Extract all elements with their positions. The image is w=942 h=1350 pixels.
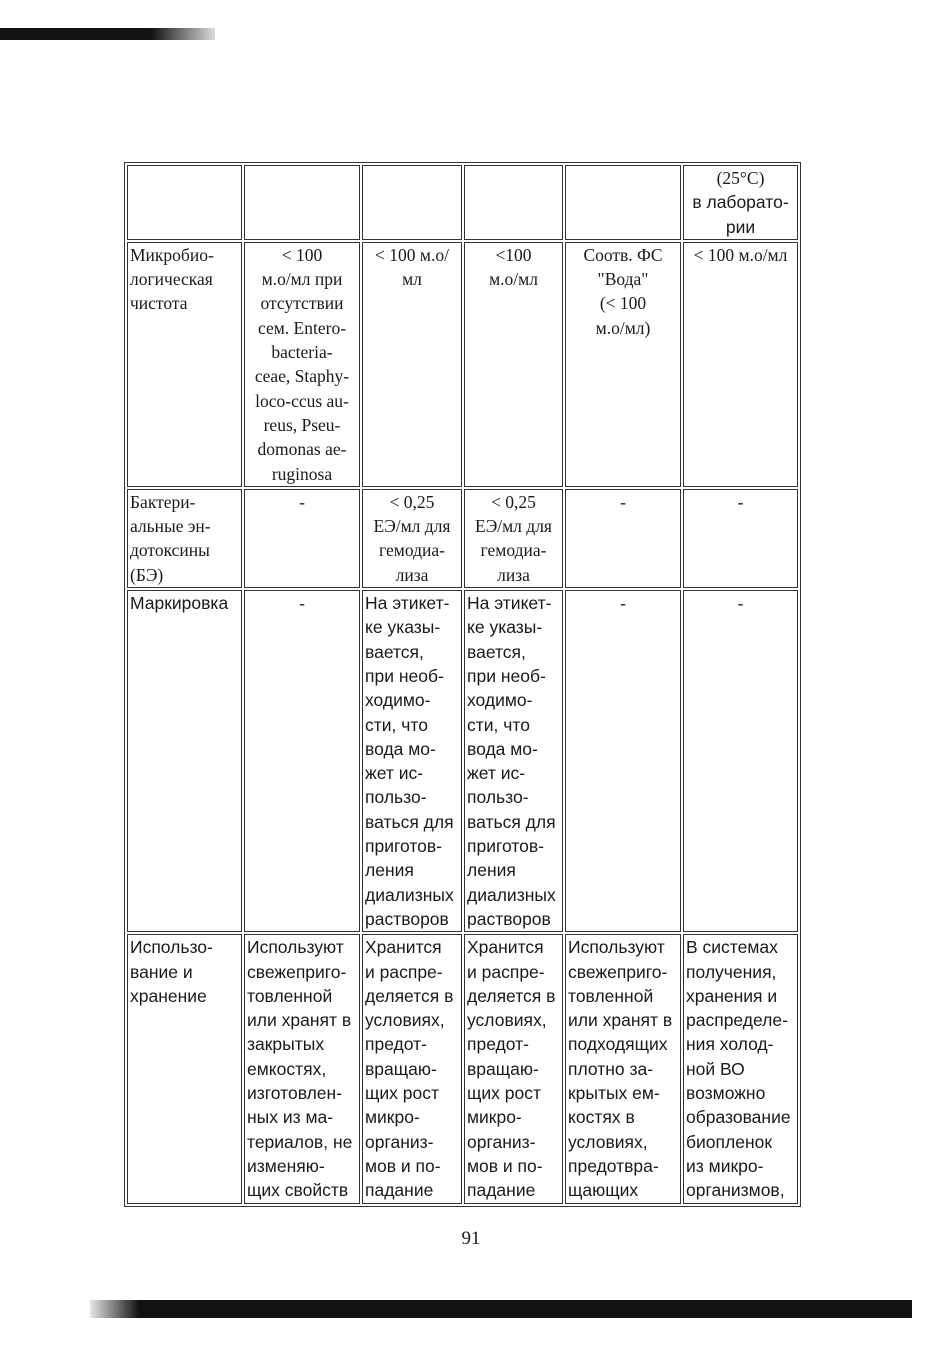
cell-line: костях в bbox=[568, 1107, 635, 1128]
cell-line: деляется в bbox=[467, 985, 556, 1006]
cell-line: крытых ем- bbox=[568, 1082, 660, 1103]
cell-line: падание bbox=[467, 1180, 536, 1201]
cell-line: - bbox=[620, 593, 626, 614]
table-row-labeling bbox=[127, 590, 798, 932]
cell-line: (БЭ) bbox=[130, 564, 164, 585]
cell-line: ке указы- bbox=[467, 617, 543, 638]
cell-header-c3 bbox=[362, 165, 462, 240]
cell-line: дотоксины bbox=[130, 540, 210, 561]
cell-line: < 0,25 bbox=[491, 491, 536, 512]
cell-c5 bbox=[565, 590, 681, 932]
cell-c5 bbox=[565, 242, 681, 487]
cell-line: "Вода" bbox=[597, 269, 649, 290]
cell-line: ния холод- bbox=[686, 1034, 774, 1055]
cell-line: и распре- bbox=[467, 961, 545, 982]
cell-c6 bbox=[683, 489, 798, 588]
cell-c4 bbox=[464, 242, 563, 487]
cell-line: товленной bbox=[568, 985, 654, 1006]
water-requirements-table bbox=[124, 162, 801, 1207]
cell-line: ЕЭ/мл для bbox=[373, 516, 451, 537]
cell-line: териалов, не bbox=[247, 1131, 353, 1152]
cell-line: На этикет- bbox=[365, 593, 450, 614]
cell-line: диализных bbox=[467, 884, 556, 905]
cell-header-c6 bbox=[683, 165, 798, 240]
cell-c2 bbox=[244, 590, 360, 932]
cell-line: loco-ccus au- bbox=[255, 390, 349, 411]
table-row-microbiological-purity bbox=[127, 242, 798, 487]
cell-c3 bbox=[362, 489, 462, 588]
cell-line: лиза bbox=[497, 564, 530, 585]
cell-c6 bbox=[683, 590, 798, 932]
cell-line: сти, что bbox=[467, 714, 530, 735]
cell-line: вание и bbox=[130, 961, 193, 982]
cell-line: растворов bbox=[467, 908, 551, 929]
cell-line: вается, bbox=[467, 641, 526, 662]
cell-line: биопленок bbox=[686, 1131, 773, 1152]
cell-line: приготов- bbox=[467, 836, 545, 857]
scan-edge-bar-bottom bbox=[90, 1300, 912, 1318]
cell-line: при необ- bbox=[467, 665, 546, 686]
cell-line: вращаю- bbox=[467, 1058, 539, 1079]
cell-line: плотно за- bbox=[568, 1058, 654, 1079]
cell-line: товленной bbox=[247, 985, 333, 1006]
cell-line: жет ис- bbox=[467, 763, 526, 784]
cell-c5 bbox=[565, 934, 681, 1204]
cell-line: хранение bbox=[130, 985, 207, 1006]
cell-line: < 100 bbox=[281, 244, 323, 265]
cell-line: Микробио- bbox=[130, 244, 214, 265]
row-label bbox=[127, 934, 242, 1204]
cell-line: условиях, bbox=[568, 1131, 648, 1152]
cell-header-label bbox=[127, 165, 242, 240]
scan-edge-bar-top bbox=[0, 28, 215, 40]
cell-line: Бактери- bbox=[130, 491, 196, 512]
cell-line: - bbox=[737, 593, 744, 614]
cell-line: - bbox=[620, 491, 626, 512]
row-label bbox=[127, 489, 242, 588]
cell-line: диализных bbox=[365, 884, 454, 905]
cell-line: - bbox=[299, 491, 305, 512]
cell-line: bacteria- bbox=[271, 342, 333, 363]
cell-line: предот- bbox=[365, 1034, 427, 1055]
cell-line: емкостях, bbox=[247, 1058, 327, 1079]
cell-line: м.о/мл) bbox=[595, 317, 651, 338]
cell-line: организ- bbox=[365, 1131, 434, 1152]
cell-line: мов и по- bbox=[467, 1155, 543, 1176]
table-row-bacterial-endotoxins bbox=[127, 489, 798, 588]
cell-line: Использо- bbox=[130, 937, 213, 958]
cell-line: Используют bbox=[568, 937, 665, 958]
cell-header-c4 bbox=[464, 165, 563, 240]
cell-line: отсутствии bbox=[260, 293, 344, 314]
cell-line: пользо- bbox=[467, 787, 529, 808]
cell-c6 bbox=[683, 934, 798, 1204]
cell-c2 bbox=[244, 242, 360, 487]
cell-line: изменяю- bbox=[247, 1155, 325, 1176]
cell-line: reus, Pseu- bbox=[263, 414, 341, 435]
cell-line: из микро- bbox=[686, 1155, 764, 1176]
cell-line: изготовлен- bbox=[247, 1082, 343, 1103]
cell-line: чистота bbox=[130, 293, 188, 314]
cell-line: <100 bbox=[495, 244, 532, 265]
cell-line: мл bbox=[402, 269, 422, 290]
cell-line: распределе- bbox=[686, 1010, 788, 1031]
cell-line: ходимо- bbox=[467, 690, 533, 711]
cell-line: < 100 м.о/ bbox=[375, 244, 449, 265]
cell-line: ходимо- bbox=[365, 690, 431, 711]
cell-line: пользо- bbox=[365, 787, 427, 808]
page-number: 91 bbox=[461, 1228, 481, 1249]
cell-c6 bbox=[683, 242, 798, 487]
cell-line: гемодиа- bbox=[480, 540, 547, 561]
cell-line: Используют bbox=[247, 937, 344, 958]
cell-line: закрытых bbox=[247, 1034, 325, 1055]
cell-line: м.о/мл bbox=[489, 269, 538, 290]
cell-line: микро- bbox=[365, 1107, 420, 1128]
cell-line: ruginosa bbox=[271, 463, 333, 484]
cell-line: (25°C) bbox=[716, 168, 765, 188]
cell-line: условиях, bbox=[365, 1010, 445, 1031]
cell-line: условиях, bbox=[467, 1010, 547, 1031]
cell-line: вращаю- bbox=[365, 1058, 437, 1079]
cell-line: предот- bbox=[467, 1034, 529, 1055]
cell-line: < 0,25 bbox=[389, 491, 435, 512]
cell-header-c5 bbox=[565, 165, 681, 240]
cell-line: и распре- bbox=[365, 961, 443, 982]
cell-line: или хранят в bbox=[568, 1010, 673, 1031]
cell-line: лиза bbox=[395, 564, 429, 585]
cell-line: ке указы- bbox=[365, 617, 441, 638]
cell-line: гемодиа- bbox=[379, 540, 445, 561]
cell-line: подходящих bbox=[568, 1034, 668, 1055]
cell-line: свежеприго- bbox=[568, 961, 668, 982]
cell-line: микро- bbox=[467, 1107, 522, 1128]
cell-header-c2 bbox=[244, 165, 360, 240]
cell-c4 bbox=[464, 590, 563, 932]
cell-line: На этикет- bbox=[467, 593, 552, 614]
cell-line: вода мо- bbox=[467, 738, 538, 759]
cell-line: организмов, bbox=[686, 1180, 785, 1201]
cell-line: ceae, Staphy- bbox=[254, 366, 350, 387]
row-label bbox=[127, 590, 242, 932]
cell-line: ных из ма- bbox=[247, 1107, 334, 1128]
cell-line: ЕЭ/мл для bbox=[475, 516, 552, 537]
cell-line: ления bbox=[365, 860, 414, 881]
cell-line: Хранится bbox=[365, 937, 442, 958]
cell-line: Маркировка bbox=[130, 593, 229, 614]
cell-line: растворов bbox=[365, 908, 449, 929]
cell-line: жет ис- bbox=[365, 763, 424, 784]
cell-line: щих рост bbox=[365, 1082, 440, 1103]
cell-c3 bbox=[362, 934, 462, 1204]
row-label bbox=[127, 242, 242, 487]
cell-line: рии bbox=[725, 216, 756, 237]
cell-line: - bbox=[299, 593, 305, 614]
cell-line: получения, bbox=[686, 961, 777, 982]
cell-c4 bbox=[464, 934, 563, 1204]
table-row-header-continuation bbox=[127, 165, 798, 240]
cell-line: вода мо- bbox=[365, 738, 436, 759]
table-row-use-and-storage bbox=[127, 934, 798, 1204]
cell-c4 bbox=[464, 489, 563, 588]
cell-line: организ- bbox=[467, 1131, 536, 1152]
cell-c5 bbox=[565, 489, 681, 588]
cell-line: при необ- bbox=[365, 665, 444, 686]
cell-line: щих свойств bbox=[247, 1180, 349, 1201]
cell-line: падание bbox=[365, 1180, 434, 1201]
cell-line: ления bbox=[467, 860, 516, 881]
cell-line: щих рост bbox=[467, 1082, 542, 1103]
cell-line: - bbox=[737, 491, 744, 512]
cell-line: ваться для bbox=[365, 811, 454, 832]
cell-line: вается, bbox=[365, 641, 424, 662]
cell-c2 bbox=[244, 934, 360, 1204]
cell-line: или хранят в bbox=[247, 1010, 352, 1031]
cell-line: мов и по- bbox=[365, 1155, 441, 1176]
cell-line: Хранится bbox=[467, 937, 544, 958]
cell-line: образование bbox=[686, 1107, 791, 1128]
cell-line: логическая bbox=[130, 269, 213, 290]
cell-line: Соотв. ФС bbox=[583, 244, 663, 265]
cell-line: щающих bbox=[568, 1180, 639, 1201]
cell-line: свежеприго- bbox=[247, 961, 347, 982]
cell-line: в лаборато- bbox=[692, 192, 789, 213]
cell-line: domonas ae- bbox=[257, 439, 347, 460]
cell-line: (< 100 bbox=[599, 293, 647, 314]
cell-line: хранения и bbox=[686, 985, 778, 1006]
cell-line: м.о/мл при bbox=[261, 269, 343, 290]
cell-line: сти, что bbox=[365, 714, 428, 735]
cell-line: альные эн- bbox=[130, 516, 211, 537]
cell-c2 bbox=[244, 489, 360, 588]
cell-c3 bbox=[362, 242, 462, 487]
cell-line: < 100 м.о/мл bbox=[693, 244, 788, 265]
cell-line: сем. Entero- bbox=[257, 317, 347, 338]
cell-line: В системах bbox=[686, 937, 778, 958]
cell-line: ной ВО bbox=[686, 1058, 745, 1079]
cell-line: деляется в bbox=[365, 985, 454, 1006]
cell-line: возможно bbox=[686, 1082, 766, 1103]
cell-c3 bbox=[362, 590, 462, 932]
cell-line: предотвра- bbox=[568, 1155, 659, 1176]
cell-line: ваться для bbox=[467, 811, 556, 832]
cell-line: приготов- bbox=[365, 836, 443, 857]
